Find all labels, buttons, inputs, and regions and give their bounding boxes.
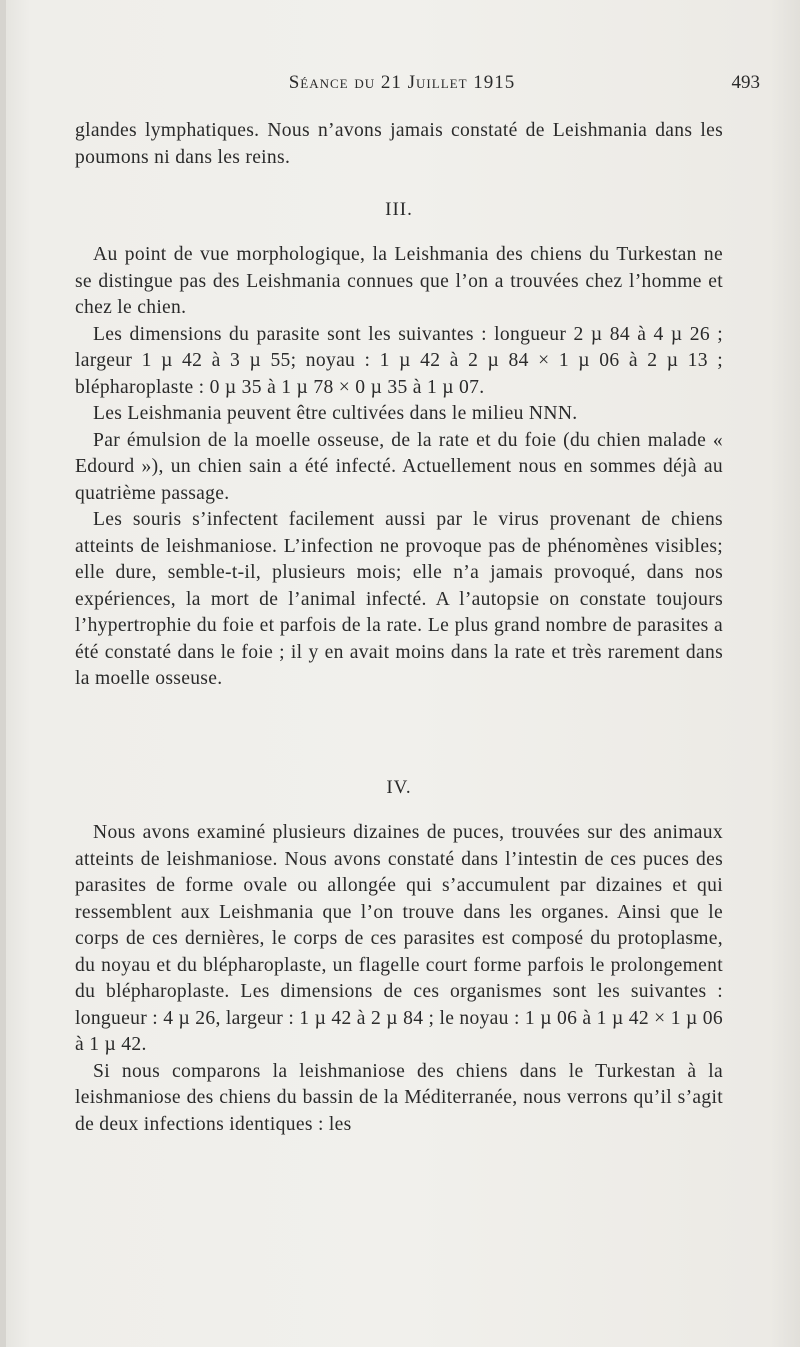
paragraph-5: Par émulsion de la moelle osseuse, de la rate et du foie (du chien malade « Edourd »), un chien sain a été infecté. Actuellement nous en sommes déjà au quatrième passage.	[75, 429, 723, 504]
page-number: 493	[731, 72, 760, 93]
page-edge-shadow	[0, 0, 6, 1347]
running-head	[0, 72, 800, 102]
paragraph-1: glandes lymphatiques. Nous n’avons jamais constaté de Leishmania dans les poumons ni dans les reins.	[75, 120, 723, 168]
paragraph-2: Au point de vue morphologique, la Leishmania des chiens du Turkestan ne se distingue pas des Leishmania connues que l’on a trouvées chez l’homme et chez le chien.	[75, 244, 723, 318]
section-heading-4: IV.	[386, 777, 412, 798]
text-block-continuation	[75, 118, 723, 171]
paragraph-6: Les souris s’infectent facilement aussi par le virus provenant de chiens atteints de leishmaniose. L’infection ne provoque pas de phénomènes visibles; elle dure, semble-t-il, plusieurs mois; elle n’a jamais provoqué, dans nos expériences, la mort de l’animal infecté. A l’autopsie on constate toujours l’hypertrophie du foie et parfois de la rate. Le plus grand nombre de parasites a été constaté dans le foie ; il y en avait moins dans la rate et très rarement dans la moelle osseuse.	[75, 509, 723, 689]
text-block-section-4	[75, 820, 723, 1138]
section-heading-3: III.	[385, 199, 413, 220]
paragraph-8: Si nous comparons la leishmaniose des chiens dans le Turkestan à la leishmaniose des chiens du bassin de la Méditerranée, nous verrons qu’il s’agit de deux infections identiques : les	[75, 1060, 723, 1135]
paragraph-7: Nous avons examiné plusieurs dizaines de puces, trouvées sur des animaux atteints de leishmaniose. Nous avons constaté dans l’intestin de ces puces des parasites de forme ovale ou allongée qui s’accumulent par dizaines et qui ressemblent aux Leishmania que l’on trouve dans les organes. Ainsi que le corps de ces dernières, le corps de ces parasites est composé du protoplasme, du noyau et du blépharoplaste, un flagelle court forme parfois le prolongement du blépharoplaste. Les dimensions de ces organismes sont les suivantes : longueur : 4 µ 26, largeur : 1 µ 42 à 2 µ 84 ; le noyau : 1 µ 06 à 1 µ 42 × 1 µ 06 à 1 µ 42.	[75, 822, 723, 1055]
text-block-section-3	[75, 242, 723, 693]
paragraph-4: Les Leishmania peuvent être cultivées dans le milieu NNN.	[93, 403, 578, 424]
paragraph-3: Les dimensions du parasite sont les suivantes : longueur 2 µ 84 à 4 µ 26 ; largeur 1 µ 42 à 3 µ 55; noyau : 1 µ 42 à 2 µ 84 × 1 µ 06 à 2 µ 13 ; blépharoplaste : 0 µ 35 à 1 µ 78 × 0 µ 35 à 1 µ 07.	[75, 323, 723, 398]
running-head-title: Séance du 21 Juillet 1915	[288, 72, 516, 93]
